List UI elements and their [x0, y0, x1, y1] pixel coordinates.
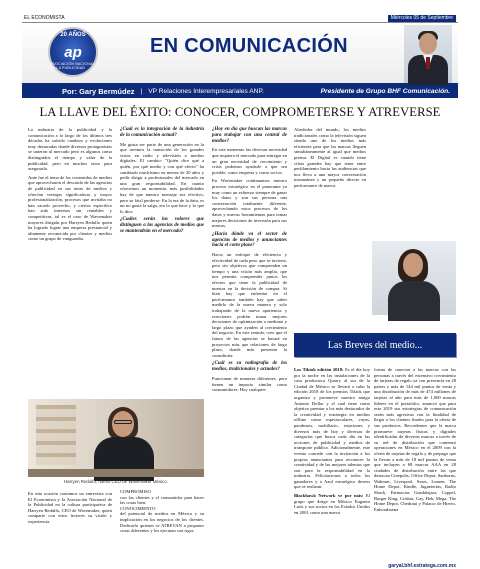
interview-question: ¿Hoy en día que buscan las marcas para trabajar con una central de medios?	[212, 127, 287, 144]
brief-item	[294, 493, 370, 515]
brief-item	[294, 367, 370, 490]
paragraph: En este momento las diversas necesidad que requiera el mercado para entregar en un gran necesidad de crecimiento y crisis podemos ayudarle a que sea posible, como empresa y como socios.	[212, 147, 287, 175]
logo-anniversary: 20 AÑOS	[60, 32, 86, 38]
interviewee-photo	[28, 399, 204, 477]
paragraph: En esta ocasión contamos un entrevista con El Economista y la Asociación Nacional de la Publicidad en la cultura participativa de Harryen Redulfo, CEO de Wavemaker, quien comparte con estos lectores su visión y experiencia.	[28, 491, 112, 524]
subhead: CONOCIMIENTO	[120, 505, 156, 511]
paragraph: Hacia un enfoque de eficiencia y efectividad de cada peso que se invierte, pero sin objetivos que comprenden un tiempo y una visión más amplia, que nos permita comprender juntos los efectos que tiene la publicidad de nuestra en la decisión de compra. Si bien hay que enfrentar en el performance también hay que saber medirlo de la nueva manera y solo trabajando de la nueva apariencia y reacciones podrán tomar mejores decisiones de optimización a mediano y largo plazo que ayuden al crecimiento del negocio. En este sentido, creo que el futuro de las agencias se basará en proyectos más que relaciones de largo plazo, donde más presentar la consultoría.	[212, 252, 287, 358]
paragraph: Me gusta ser parte de una generación en la que tuvimos la transición de los grandes vistos en radio y televisión a medios digitales. El cambio: "Quién dice qué a quién, por qué medio y con qué efecto" ha cambiado muchísimo en menos de 20 años y pedir dirigir a profesionales del mercado en una gran responsabilidad. En cuanto ofrecemos un momento, más posibilidades hay de que nuestro mensaje sea efectivo, pero se fácil perderse. En la era de la data, es un no gusta la salga, era lo que hace y lo que lo dice.	[120, 141, 204, 214]
top-line	[22, 14, 458, 23]
paragraph: En Wavemaker continuamos nuestro proceso estratégico en el panorama ya muy como un esfuerzo siempre de ganar los datos y son sus persona una conversación totalmente diferente, aprovechando estos procesos de los datos y nuevas herramientas para tomar mejores decisiones de inversión para sus marcas.	[212, 178, 287, 229]
interview-question: ¿Cuál es la integración de la industria de la comunicación actual?	[120, 127, 204, 138]
paragraph: Alrededor del mundo, los medios tradicionales como la televisión siguen siendo uno de los medios más eficientes para que las marcas lleguen simultáneamente al igual que medios prensa. El Digital es cuando tiene cifras grandes hay que tener entre perfilamiento hacia las audiencias que nos lleva a una mayor conversación instantánea y un pequeño directo en performance de marca.	[294, 127, 366, 188]
brief-text: Es el día hoy por la noche en las instalaciones de la casa productora Quarry al sur de la Ciudad de México se llevará a cabo la edición 2018 de los premios Tiktok que organiza y promueve nuestro amigo Antonio Dollar y el cual tiene como objetivo premiar a los más destacados de la creatividad y estrategia en medios offline como espectaculares, vayas, parabuses, mobiliario, estaciones y diversos más de hoy y diversas de categorías que busca cada día en las acciones de publicidad y medios de transporte público. Adicionalmente, este evento concede con la invitación a los propios anunciantes para reconocer la creatividad y de las mejores talentos que son para la responsabilidad en la industria. Felicitaciones a todos los ganadores y a Azul estratégico deseos que se realizan.	[294, 367, 370, 490]
issue-date: Miércoles 05 de Septiembre	[388, 15, 456, 22]
byline-bar	[22, 85, 458, 98]
publication-name: EL ECONOMISTA	[24, 15, 65, 21]
subhead: COMPROMISO	[120, 489, 151, 494]
author-photo	[404, 25, 452, 83]
second-photo	[372, 241, 456, 315]
article-headline: LA LLAVE DEL ÉXITO: CONOCER, COMPROMETERSE Y ATREVERSE	[39, 105, 441, 119]
paragraph: del potencial de medios en México y su implicación en los negocios de los clientes. Dedicarlo quienes se ATREVAN a proponer cosas diferentes y los ejecutan con rigor.	[120, 511, 204, 534]
brief-text: El grupo que dirige en México Eugenio Laris y sus socios en los Estados Unidos en 2001 como una nueva	[294, 493, 370, 515]
breves-banner: Las Breves del medio...	[294, 333, 456, 357]
author-name: Por: Gary Bermúdez	[62, 87, 135, 96]
paragraph: Ante fue el tema de los contenidos de medios que aprovecharon el descuido de las agencias de publicidad en sus áreas de medios y ofrecían ventajas significativas y mayor profesionalización, procesos que invitaba no han sacado provecho, y ciertos especifico han sido intereses sin rentables y competitivas, tal es el caso de Wavemaker mayores dirigida por Harryen Redulfo quien ha logrado lograr una empresa prestancial y altamente reconocida por clientes y medios como un grupo de vanguardia.	[28, 174, 112, 242]
interview-question: ¿Cuál es su radiografía de los medios, tradicionales y actuales?	[212, 361, 287, 373]
paragraph: con los clientes y el consumidor para hacer las cosas bien.	[120, 494, 204, 506]
brief-text: forma de conectar a las marcas con las personas a través del extensivo crecimiento de tarjetas de regalo ya con presencia en 28 países y más de 144 mil puntos de venta y una distribución de más de 474 millones de tarjetas al año para más de 1,000 marcas líderes en el portafolio, anunció que para este 2019 sus estrategias de comunicación serán más agresivas con la finalidad de llegar a los clientes finales para la oferta de sus productos. Recordemos que la marca promueve tarjetas físicas y digitales identificadas de diversas marcas a través de su red de distribución que comenzó operaciones en México en el 2009 con la oferta de tarjetas de regalo y de prepago que la llevan a más de 18 mil puntos de venta que incluyen a 68 marcas AAA en 28 ciudades de distribución entre las que destacan Cinepolis, Office Depot, Sanborns, Walmart, Liverpool, Sears, Lumen, The Home Depot, Kindle, Jugueterías, Radio Shack, Farmacias Guadalajara, Coppel, Burger King, Crisbar, Gay, Heb, Mega, The Home Depot, Chedraui y Palacio de Hierro, Enhorabuena	[374, 367, 456, 512]
newspaper-page	[22, 14, 458, 569]
interview-question: ¿Hacia dónde va el sector de agencias de medios y anunciantes hacia el corto plazo?	[212, 231, 287, 249]
article-body	[22, 123, 458, 569]
brief-item	[374, 367, 456, 512]
paragraph: La industria de la publicidad y la comunicación a lo largo de los últimos tres décadas ha sufrido cambios y evoluciones muy destacadas donde diversos protagonistas se unieron al mercado pero es algunos como distinguidos el tiempo y valor de la publicidad, pero en muchos otros para asegurarlo.	[28, 127, 112, 172]
column-2-bottom	[120, 489, 204, 534]
logo-ring-text: ASOCIACIÓN NACIONAL DE LA PUBLICIDAD	[50, 62, 95, 70]
brief-lead: Los Tiktok edición 2018:	[294, 367, 344, 372]
breves-column-2	[374, 367, 456, 563]
interview-question: ¿Cuáles serán las valores que distinguen a las agencias de medios que se mantendrán en el mercado?	[120, 217, 204, 234]
column-1-bottom	[28, 491, 112, 525]
masthead-title: EN COMUNICACIÓN	[150, 35, 348, 57]
author-email: garyal.bhf.estratega.com.mx	[388, 563, 456, 569]
column-1	[28, 127, 112, 334]
breves-column-1	[294, 367, 370, 563]
column-4	[294, 127, 366, 209]
column-2	[120, 127, 204, 334]
column-3	[212, 127, 287, 473]
byline-separator: |	[140, 88, 143, 95]
logo-mark: ap	[64, 43, 82, 61]
author-role: VP Relaciones Interempresariales ANP.	[148, 88, 264, 95]
anp-logo	[48, 27, 98, 77]
paragraph: Funcionan de maneras diferentes, pero tienen un impacto similar como consumidores. Hoy cualquier	[212, 375, 287, 393]
photo-caption: Harryen Redulfo, nuevo CEO de Wavemaker México.	[63, 479, 169, 484]
author-president-title: Presidente de Grupo BHF Comunicación.	[320, 88, 450, 95]
brief-lead: Blackhawk Network ve por más:	[294, 493, 364, 499]
column-banner	[22, 23, 458, 85]
